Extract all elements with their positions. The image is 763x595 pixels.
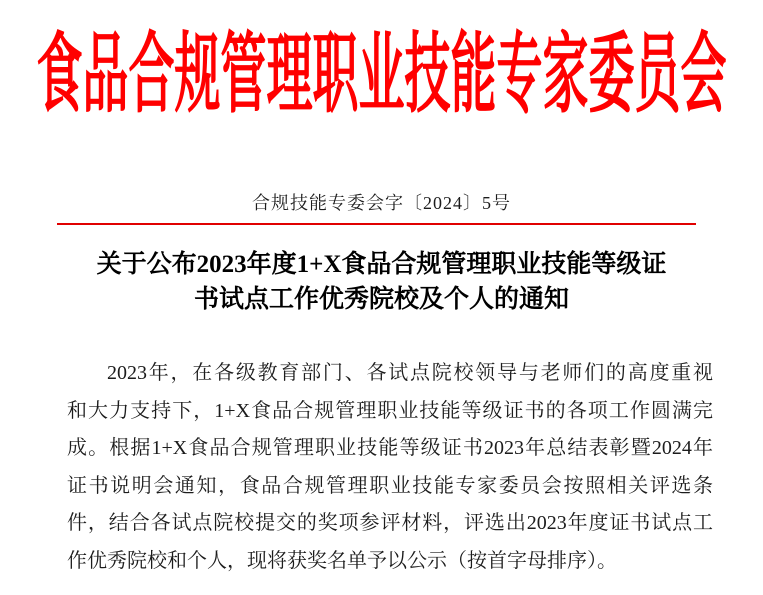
masthead-title: 食品合规管理职业技能专家委员会 [36, 26, 727, 124]
document-number: 合规技能专委会字〔2024〕5号 [252, 193, 511, 213]
body-line-3: 成。根据1+X食品合规管理职业技能等级证书2023年总结表彰暨2024年 [67, 437, 713, 459]
body-line-6: 作优秀院校和个人，现将获奖名单予以公示（按首字母排序）。 [67, 549, 617, 572]
notice-title-line-1: 关于公布2023年度1+X食品合规管理职业技能等级证 [96, 251, 667, 278]
body-line-5: 件，结合各试点院校提交的奖项参评材料，评选出2023年度证书试点工 [67, 512, 713, 534]
body-paragraph [67, 355, 713, 580]
notice-title [40, 247, 723, 317]
body-line-2: 和大力支持下，1+X食品合规管理职业技能等级证书的各项工作圆满完 [67, 399, 713, 422]
notice-title-line-2: 书试点工作优秀院校及个人的通知 [193, 286, 569, 313]
body-line-1: 2023年，在各级教育部门、各试点院校领导与老师们的高度重视 [107, 362, 713, 384]
red-divider-rule [57, 223, 696, 225]
body-line-4: 证书说明会通知，食品合规管理职业技能专家委员会按照相关评选条 [67, 474, 713, 497]
